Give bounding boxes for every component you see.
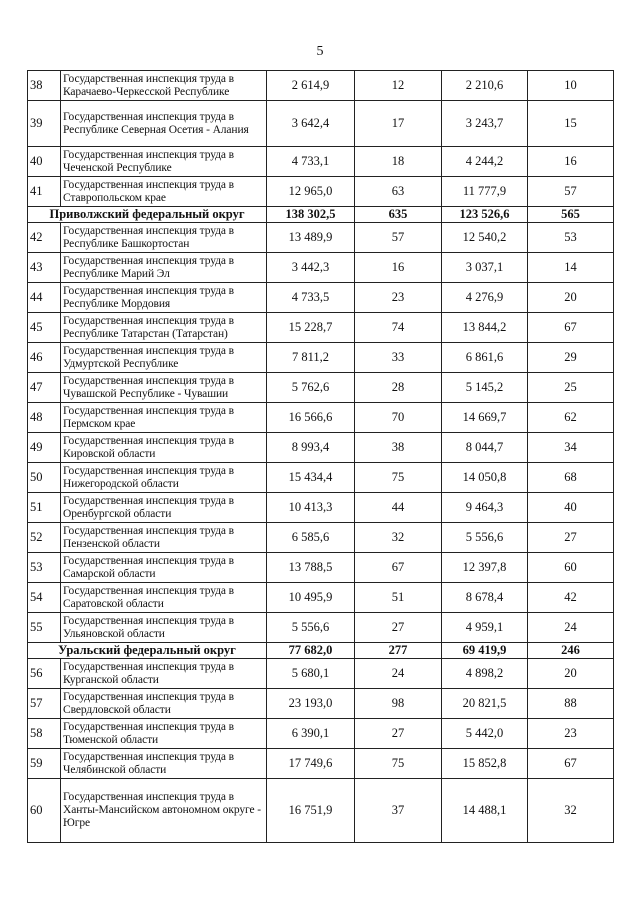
value-cell-4: 88	[528, 689, 614, 719]
value-cell-4: 29	[528, 343, 614, 373]
value-cell-3: 4 959,1	[442, 613, 528, 643]
value-cell-4: 62	[528, 403, 614, 433]
value-cell-3: 15 852,8	[442, 749, 528, 779]
table-row	[28, 101, 614, 147]
value-cell-2: 63	[355, 177, 442, 207]
table-row	[28, 343, 614, 373]
table-row	[28, 253, 614, 283]
table-row	[28, 433, 614, 463]
value-cell-4: 53	[528, 223, 614, 253]
row-number: 41	[28, 177, 61, 207]
inspection-name: Государственная инспекция труда в Самарской области	[61, 553, 267, 583]
value-cell-1: 23 193,0	[267, 689, 355, 719]
value-cell-4: 23	[528, 719, 614, 749]
value-cell-3: 5 442,0	[442, 719, 528, 749]
row-number: 58	[28, 719, 61, 749]
value-cell-2: 75	[355, 463, 442, 493]
value-cell-4: 24	[528, 613, 614, 643]
table-row	[28, 313, 614, 343]
value-cell-1: 10 495,9	[267, 583, 355, 613]
row-number: 56	[28, 659, 61, 689]
inspection-name: Государственная инспекция труда в Свердловской области	[61, 689, 267, 719]
value-cell-2: 70	[355, 403, 442, 433]
value-cell-2: 23	[355, 283, 442, 313]
inspection-name: Государственная инспекция труда в Ханты-Мансийском автономном округе - Югре	[61, 779, 267, 843]
table-row	[28, 463, 614, 493]
row-number: 53	[28, 553, 61, 583]
value-cell-2: 28	[355, 373, 442, 403]
inspection-name: Государственная инспекция труда в Пермском крае	[61, 403, 267, 433]
value-cell-1: 17 749,6	[267, 749, 355, 779]
inspection-name: Государственная инспекция труда в Нижегородской области	[61, 463, 267, 493]
value-cell-1: 2 614,9	[267, 71, 355, 101]
value-cell-2: 16	[355, 253, 442, 283]
value-cell-3: 4 276,9	[442, 283, 528, 313]
value-cell-3: 3 243,7	[442, 101, 528, 147]
value-cell-1: 5 762,6	[267, 373, 355, 403]
table-row	[28, 373, 614, 403]
inspection-name: Государственная инспекция труда в Республике Мордовия	[61, 283, 267, 313]
value-cell-3: 14 488,1	[442, 779, 528, 843]
value-cell-3: 5 556,6	[442, 523, 528, 553]
value-cell-1: 15 434,4	[267, 463, 355, 493]
value-cell-3: 3 037,1	[442, 253, 528, 283]
value-cell-1: 5 680,1	[267, 659, 355, 689]
value-cell-1: 12 965,0	[267, 177, 355, 207]
value-cell-3: 6 861,6	[442, 343, 528, 373]
district-name: Приволжский федеральный округ	[28, 207, 267, 223]
value-cell-2: 277	[355, 643, 442, 659]
inspection-name: Государственная инспекция труда в Удмуртской Республике	[61, 343, 267, 373]
row-number: 39	[28, 101, 61, 147]
value-cell-4: 32	[528, 779, 614, 843]
value-cell-1: 77 682,0	[267, 643, 355, 659]
table-row	[28, 659, 614, 689]
inspection-name: Государственная инспекция труда в Чувашской Республике - Чувашии	[61, 373, 267, 403]
value-cell-2: 32	[355, 523, 442, 553]
value-cell-2: 27	[355, 719, 442, 749]
district-row	[28, 207, 614, 223]
table-body	[28, 71, 614, 843]
value-cell-4: 16	[528, 147, 614, 177]
row-number: 46	[28, 343, 61, 373]
value-cell-4: 42	[528, 583, 614, 613]
value-cell-3: 11 777,9	[442, 177, 528, 207]
value-cell-3: 14 669,7	[442, 403, 528, 433]
row-number: 60	[28, 779, 61, 843]
table-row	[28, 583, 614, 613]
value-cell-1: 16 566,6	[267, 403, 355, 433]
row-number: 54	[28, 583, 61, 613]
row-number: 57	[28, 689, 61, 719]
value-cell-3: 5 145,2	[442, 373, 528, 403]
value-cell-2: 38	[355, 433, 442, 463]
value-cell-2: 57	[355, 223, 442, 253]
table-row	[28, 719, 614, 749]
value-cell-1: 3 442,3	[267, 253, 355, 283]
value-cell-2: 74	[355, 313, 442, 343]
value-cell-1: 16 751,9	[267, 779, 355, 843]
value-cell-4: 20	[528, 659, 614, 689]
row-number: 43	[28, 253, 61, 283]
row-number: 51	[28, 493, 61, 523]
table-row	[28, 689, 614, 719]
value-cell-3: 9 464,3	[442, 493, 528, 523]
value-cell-4: 27	[528, 523, 614, 553]
value-cell-1: 13 788,5	[267, 553, 355, 583]
row-number: 42	[28, 223, 61, 253]
value-cell-3: 4 244,2	[442, 147, 528, 177]
inspection-name: Государственная инспекция труда в Республике Татарстан (Татарстан)	[61, 313, 267, 343]
page-number: 5	[316, 44, 324, 59]
inspection-table	[27, 70, 614, 843]
value-cell-3: 12 540,2	[442, 223, 528, 253]
value-cell-4: 40	[528, 493, 614, 523]
row-number: 59	[28, 749, 61, 779]
inspection-name: Государственная инспекция труда в Пензенской области	[61, 523, 267, 553]
value-cell-3: 12 397,8	[442, 553, 528, 583]
value-cell-3: 13 844,2	[442, 313, 528, 343]
value-cell-2: 37	[355, 779, 442, 843]
value-cell-1: 6 585,6	[267, 523, 355, 553]
value-cell-3: 8 678,4	[442, 583, 528, 613]
value-cell-2: 12	[355, 71, 442, 101]
value-cell-2: 98	[355, 689, 442, 719]
value-cell-1: 6 390,1	[267, 719, 355, 749]
district-row	[28, 643, 614, 659]
table-row	[28, 523, 614, 553]
row-number: 40	[28, 147, 61, 177]
row-number: 52	[28, 523, 61, 553]
value-cell-4: 68	[528, 463, 614, 493]
inspection-name: Государственная инспекция труда в Саратовской области	[61, 583, 267, 613]
value-cell-2: 18	[355, 147, 442, 177]
value-cell-1: 8 993,4	[267, 433, 355, 463]
table-row	[28, 749, 614, 779]
value-cell-2: 635	[355, 207, 442, 223]
row-number: 44	[28, 283, 61, 313]
row-number: 45	[28, 313, 61, 343]
value-cell-4: 67	[528, 749, 614, 779]
district-name: Уральский федеральный округ	[28, 643, 267, 659]
value-cell-3: 14 050,8	[442, 463, 528, 493]
value-cell-3: 20 821,5	[442, 689, 528, 719]
value-cell-1: 4 733,5	[267, 283, 355, 313]
value-cell-2: 24	[355, 659, 442, 689]
row-number: 49	[28, 433, 61, 463]
table-row	[28, 147, 614, 177]
table-row	[28, 177, 614, 207]
value-cell-4: 67	[528, 313, 614, 343]
value-cell-1: 15 228,7	[267, 313, 355, 343]
row-number: 38	[28, 71, 61, 101]
value-cell-4: 14	[528, 253, 614, 283]
value-cell-4: 10	[528, 71, 614, 101]
table-row	[28, 71, 614, 101]
inspection-name: Государственная инспекция труда в Тюменской области	[61, 719, 267, 749]
value-cell-1: 5 556,6	[267, 613, 355, 643]
value-cell-3: 123 526,6	[442, 207, 528, 223]
inspection-name: Государственная инспекция труда в Кировской области	[61, 433, 267, 463]
inspection-name: Государственная инспекция труда в Курганской области	[61, 659, 267, 689]
value-cell-1: 13 489,9	[267, 223, 355, 253]
value-cell-4: 25	[528, 373, 614, 403]
inspection-name: Государственная инспекция труда в Республике Марий Эл	[61, 253, 267, 283]
value-cell-1: 4 733,1	[267, 147, 355, 177]
value-cell-1: 10 413,3	[267, 493, 355, 523]
row-number: 55	[28, 613, 61, 643]
table-row	[28, 283, 614, 313]
value-cell-3: 2 210,6	[442, 71, 528, 101]
value-cell-1: 3 642,4	[267, 101, 355, 147]
value-cell-4: 15	[528, 101, 614, 147]
value-cell-4: 57	[528, 177, 614, 207]
value-cell-4: 565	[528, 207, 614, 223]
value-cell-1: 7 811,2	[267, 343, 355, 373]
value-cell-2: 51	[355, 583, 442, 613]
value-cell-3: 4 898,2	[442, 659, 528, 689]
inspection-name: Государственная инспекция труда в Карачаево-Черкесской Республике	[61, 71, 267, 101]
row-number: 48	[28, 403, 61, 433]
row-number: 50	[28, 463, 61, 493]
value-cell-3: 69 419,9	[442, 643, 528, 659]
value-cell-4: 246	[528, 643, 614, 659]
table-row	[28, 223, 614, 253]
value-cell-2: 75	[355, 749, 442, 779]
value-cell-4: 60	[528, 553, 614, 583]
value-cell-2: 33	[355, 343, 442, 373]
value-cell-2: 17	[355, 101, 442, 147]
value-cell-4: 20	[528, 283, 614, 313]
table-row	[28, 553, 614, 583]
value-cell-3: 8 044,7	[442, 433, 528, 463]
value-cell-4: 34	[528, 433, 614, 463]
inspection-name: Государственная инспекция труда в Ставропольском крае	[61, 177, 267, 207]
table-row	[28, 613, 614, 643]
value-cell-1: 138 302,5	[267, 207, 355, 223]
inspection-name: Государственная инспекция труда в Чеченской Республике	[61, 147, 267, 177]
value-cell-2: 67	[355, 553, 442, 583]
inspection-name: Государственная инспекция труда в Ульяновской области	[61, 613, 267, 643]
table-row	[28, 779, 614, 843]
table-row	[28, 403, 614, 433]
value-cell-2: 27	[355, 613, 442, 643]
table-row	[28, 493, 614, 523]
inspection-name: Государственная инспекция труда в Оренбургской области	[61, 493, 267, 523]
inspection-name: Государственная инспекция труда в Республике Северная Осетия - Алания	[61, 101, 267, 147]
inspection-name: Государственная инспекция труда в Челябинской области	[61, 749, 267, 779]
row-number: 47	[28, 373, 61, 403]
inspection-name: Государственная инспекция труда в Республике Башкортостан	[61, 223, 267, 253]
value-cell-2: 44	[355, 493, 442, 523]
